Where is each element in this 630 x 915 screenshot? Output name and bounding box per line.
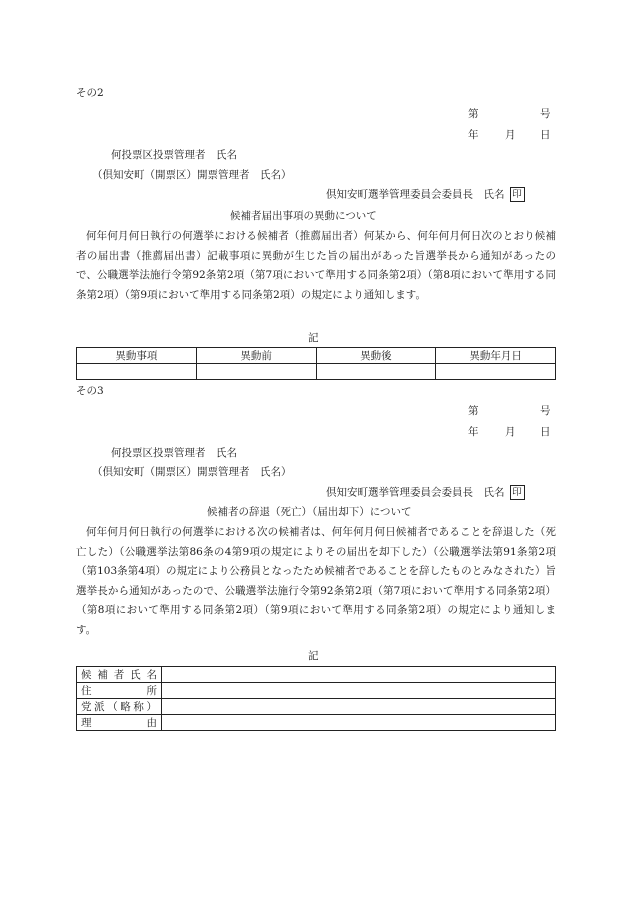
table-cell [196, 364, 316, 380]
date-month: 月 [505, 426, 516, 438]
table-header-row [77, 348, 556, 364]
table-header-cell: 異動前 [196, 348, 316, 364]
change-table [76, 347, 556, 380]
number-prefix: 第 [468, 405, 479, 417]
date-day: 日 [540, 426, 551, 438]
table-cell [162, 683, 556, 699]
row-label: 住所 [77, 683, 162, 699]
date-day: 日 [540, 129, 551, 141]
date-month: 月 [505, 129, 516, 141]
number-suffix: 号 [540, 405, 551, 417]
table-cell [162, 699, 556, 715]
section2-label: その2 [76, 87, 104, 99]
table-cell [77, 364, 197, 380]
table-header-cell: 異動年月日 [436, 348, 556, 364]
table-cell [162, 667, 556, 683]
recipient-voting-manager: 何投票区投票管理者 氏名 [111, 447, 237, 459]
ki-mark: 記 [308, 332, 319, 344]
candidate-table [76, 666, 556, 731]
table-row [77, 667, 556, 683]
table-cell [162, 715, 556, 731]
notice-title: 候補者届出事項の異動について [230, 210, 377, 222]
sender-name: 倶知安町選挙管理委員会委員長 氏名 [326, 188, 505, 201]
seal-stamp: 印 [510, 485, 525, 500]
row-label: 党派（略称） [77, 699, 162, 715]
table-header-cell: 異動事項 [77, 348, 197, 364]
sender-line [326, 485, 525, 500]
table-header-cell: 異動後 [316, 348, 436, 364]
table-cell [436, 364, 556, 380]
date-year: 年 [468, 426, 479, 438]
table-row [77, 699, 556, 715]
number-suffix: 号 [540, 108, 551, 120]
table-row [77, 683, 556, 699]
notice-body: 何年何月何日執行の何選挙における候補者（推薦届出者）何某から、何年何月何日次のとおり候補者の届出書（推薦届出書）記載事項に異動が生じた旨の届出があった旨選挙長から通知があったので、公職選挙法施行令第92条第2項（第7項において準用する同条第2項）（第8項において準用する同条第2項）（第9項において準用する同条第2項）の規定により通知します。 [76, 230, 556, 301]
recipient-counting-manager: （倶知安町（開票区）開票管理者 氏名） [92, 466, 292, 478]
recipient-voting-manager: 何投票区投票管理者 氏名 [111, 149, 237, 161]
row-label: 候補者氏名 [77, 667, 162, 683]
notice-title: 候補者の辞退（死亡）（届出却下）について [207, 506, 412, 518]
table-cell [316, 364, 436, 380]
recipient-counting-manager: （倶知安町（開票区）開票管理者 氏名） [92, 169, 292, 181]
section3-label: その3 [76, 385, 104, 397]
table-row [77, 715, 556, 731]
date-year: 年 [468, 129, 479, 141]
table-row [77, 364, 556, 380]
notice-body: 何年何月何日執行の何選挙における次の候補者は、何年何月何日候補者であることを辞退した（死亡した）（公職選挙法第86条の4第9項の規定によりその届出を却下した）（公職選挙法第91条第2項（第103条第4項）の規定により公務員となったため候補者であることを辞したものとみなされた）旨選挙長から通知があったので、公職選挙法施行令第92条第2項（第7項において準用する同条第2項）（第8項において準用する同条第2項）（第9項において準用する同条第2項）の規定により通知します。 [76, 526, 556, 636]
sender-line [326, 187, 525, 202]
number-prefix: 第 [468, 108, 479, 120]
seal-stamp: 印 [510, 187, 525, 202]
row-label: 理由 [77, 715, 162, 731]
sender-name: 倶知安町選挙管理委員会委員長 氏名 [326, 486, 505, 499]
ki-mark: 記 [308, 650, 319, 662]
